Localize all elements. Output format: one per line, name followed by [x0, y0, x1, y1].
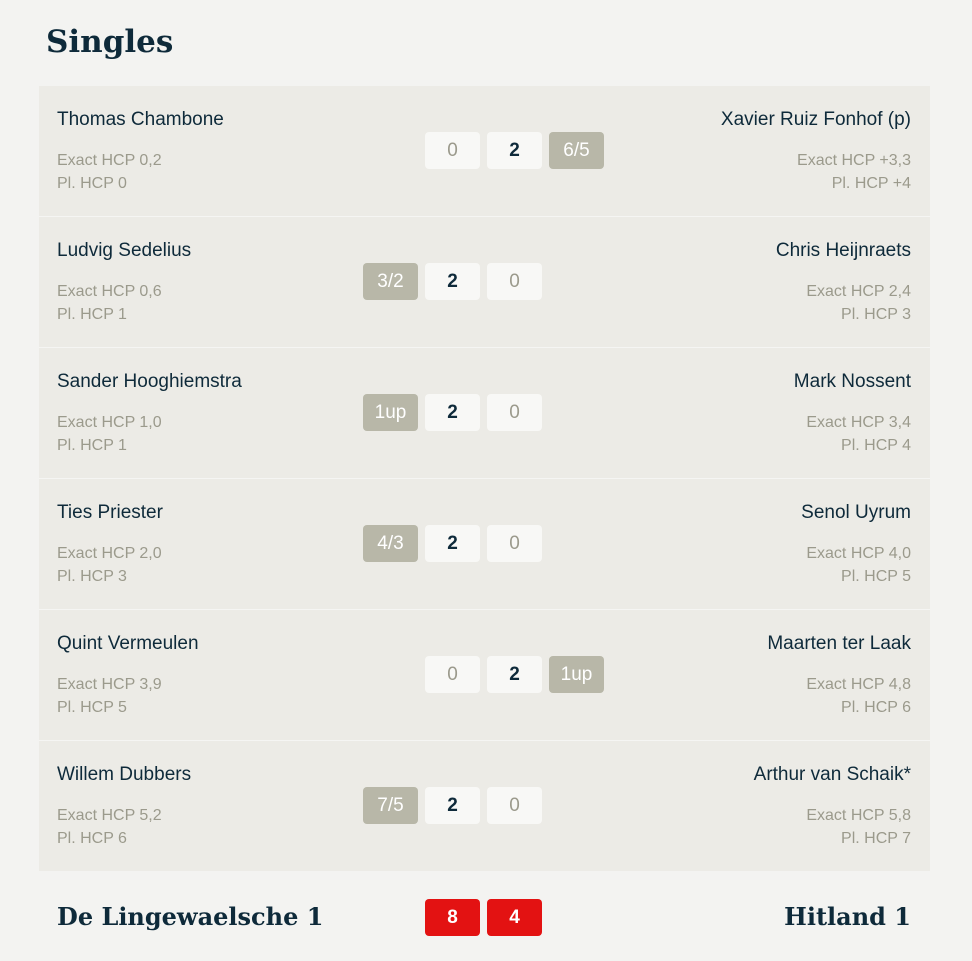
away-points: 0 [487, 263, 542, 300]
match-score [425, 656, 604, 693]
home-player-name[interactable]: Thomas Chambone [57, 109, 224, 130]
away-exact-hcp: Exact HCP 4,8 [806, 676, 911, 693]
away-player-name[interactable]: Arthur van Schaik* [753, 764, 911, 785]
home-player [57, 108, 224, 195]
away-points: 0 [487, 394, 542, 431]
away-player-name[interactable]: Senol Uyrum [801, 502, 911, 523]
match-points: 2 [425, 525, 480, 562]
away-player-name[interactable]: Maarten ter Laak [767, 633, 911, 654]
away-points: 0 [487, 787, 542, 824]
away-playing-hcp: Pl. HCP 5 [841, 568, 911, 585]
match-score [363, 263, 542, 300]
page-title: Singles [46, 24, 174, 60]
match-points: 2 [425, 787, 480, 824]
match-score [363, 394, 542, 431]
away-total-badge: 4 [487, 899, 542, 936]
match-score [425, 132, 604, 169]
home-exact-hcp: Exact HCP 0,2 [57, 152, 162, 169]
home-player [57, 370, 242, 457]
match-score [363, 525, 542, 562]
away-team-name[interactable]: Hitland 1 [784, 902, 911, 931]
away-playing-hcp: Pl. HCP 3 [841, 306, 911, 323]
away-player [776, 239, 911, 326]
home-playing-hcp: Pl. HCP 6 [57, 830, 127, 847]
home-player [57, 763, 191, 850]
match-points: 2 [487, 132, 542, 169]
away-exact-hcp: Exact HCP +3,3 [797, 152, 911, 169]
home-player [57, 632, 199, 719]
home-player-name[interactable]: Willem Dubbers [57, 764, 192, 785]
home-player-name[interactable]: Ties Priester [57, 502, 163, 523]
result-badge: 4/3 [363, 525, 418, 562]
home-total-badge: 8 [425, 899, 480, 936]
away-playing-hcp: Pl. HCP +4 [831, 175, 911, 192]
away-player [754, 763, 911, 850]
away-player-name[interactable]: Xavier Ruiz Fonhof (p) [720, 109, 911, 130]
away-player [721, 108, 911, 195]
result-badge: 6/5 [549, 132, 604, 169]
result-badge: 1up [549, 656, 604, 693]
away-player [767, 632, 911, 719]
home-exact-hcp: Exact HCP 3,9 [57, 676, 162, 693]
home-player-name[interactable]: Sander Hooghiemstra [57, 371, 242, 392]
away-player-name[interactable]: Mark Nossent [793, 371, 911, 392]
away-exact-hcp: Exact HCP 2,4 [806, 283, 911, 300]
match-points: 2 [487, 656, 542, 693]
home-playing-hcp: Pl. HCP 0 [57, 175, 127, 192]
home-player [57, 501, 163, 588]
home-playing-hcp: Pl. HCP 3 [57, 568, 127, 585]
match-row [39, 86, 930, 217]
away-exact-hcp: Exact HCP 3,4 [806, 414, 911, 431]
away-points: 0 [487, 525, 542, 562]
match-row [39, 348, 930, 479]
home-playing-hcp: Pl. HCP 5 [57, 699, 127, 716]
match-row [39, 479, 930, 610]
home-exact-hcp: Exact HCP 5,2 [57, 807, 162, 824]
result-badge: 7/5 [363, 787, 418, 824]
home-team-name[interactable]: De Lingewaelsche 1 [57, 902, 324, 931]
home-exact-hcp: Exact HCP 2,0 [57, 545, 162, 562]
result-badge: 3/2 [363, 263, 418, 300]
home-playing-hcp: Pl. HCP 1 [57, 306, 127, 323]
match-points: 2 [425, 263, 480, 300]
away-player [801, 501, 911, 588]
away-playing-hcp: Pl. HCP 6 [841, 699, 911, 716]
away-player [794, 370, 911, 457]
match-score [363, 787, 542, 824]
match-row [39, 610, 930, 741]
match-points: 2 [425, 394, 480, 431]
result-badge: 1up [363, 394, 418, 431]
home-player-name[interactable]: Quint Vermeulen [57, 633, 199, 654]
away-exact-hcp: Exact HCP 5,8 [806, 807, 911, 824]
home-exact-hcp: Exact HCP 1,0 [57, 414, 162, 431]
away-exact-hcp: Exact HCP 4,0 [806, 545, 911, 562]
home-player [57, 239, 191, 326]
home-points: 0 [425, 656, 480, 693]
away-playing-hcp: Pl. HCP 4 [841, 437, 911, 454]
total-score [425, 899, 542, 936]
match-row [39, 741, 930, 871]
team-totals [39, 872, 930, 961]
home-exact-hcp: Exact HCP 0,6 [57, 283, 162, 300]
away-playing-hcp: Pl. HCP 7 [841, 830, 911, 847]
home-player-name[interactable]: Ludvig Sedelius [57, 240, 192, 261]
home-playing-hcp: Pl. HCP 1 [57, 437, 127, 454]
away-player-name[interactable]: Chris Heijnraets [775, 240, 911, 261]
singles-matches-list [39, 86, 930, 871]
match-row [39, 217, 930, 348]
home-points: 0 [425, 132, 480, 169]
